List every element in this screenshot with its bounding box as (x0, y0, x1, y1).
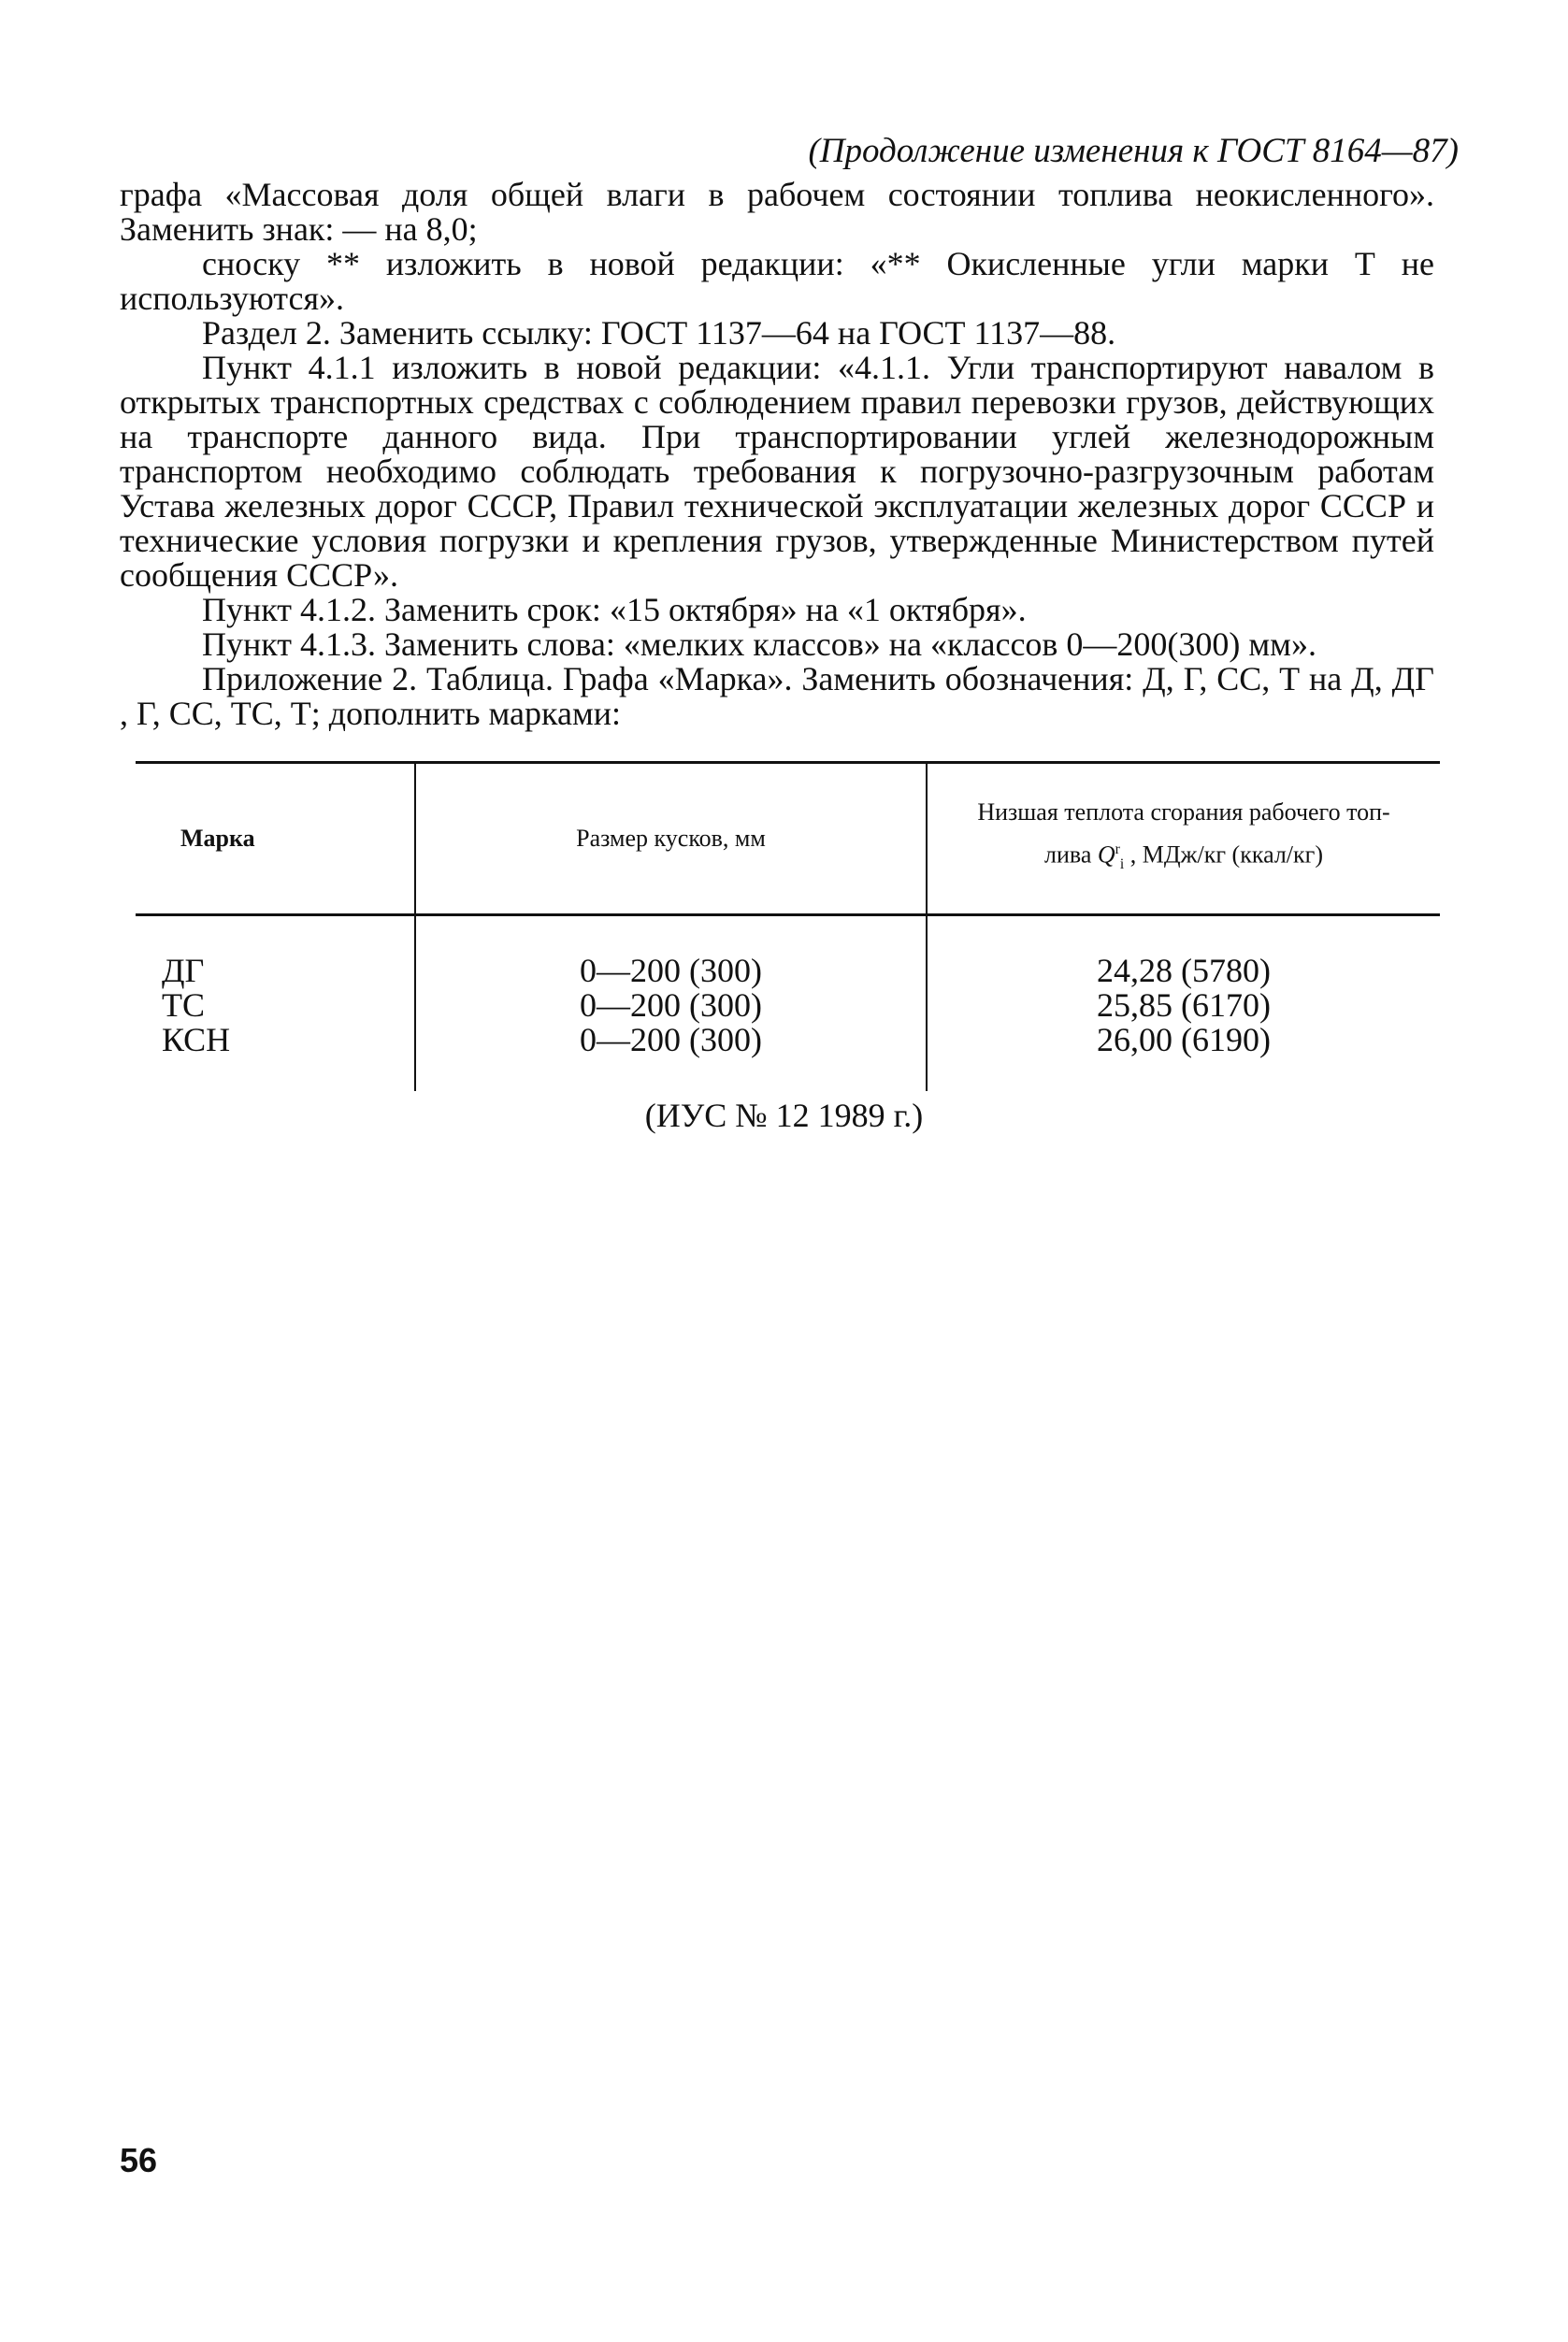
table-row (136, 1023, 1440, 1091)
paragraph: Раздел 2. Заменить ссылку: ГОСТ 1137—64 на ГОСТ 1137—88. (202, 314, 1116, 352)
cell-mark: КСН (162, 1021, 231, 1058)
cell-heat: 24,28 (5780) (927, 915, 1440, 989)
heat-header-line1: Низшая теплота сгорания рабочего топ- (977, 798, 1390, 826)
cell-heat: 25,85 (6170) (927, 988, 1440, 1023)
marks-table (136, 761, 1440, 1091)
heat-symbol: Q (1097, 841, 1115, 869)
table-row (136, 915, 1440, 989)
paragraph: Пункт 4.1.2. Заменить срок: «15 октября» на «1 октября». (202, 591, 1027, 628)
table-header-row (136, 763, 1440, 915)
heat-header-line2-post: , МДж/кг (ккал/кг) (1124, 841, 1323, 869)
paragraph: Пункт 4.1.1 изложить в новой редакции: «4.1.1. Угли транспортируют навалом в открытых транспортных средствах с соблюдением правил перевозки грузов, действующих на транспорте данного вида. При транспортировании углей железнодорожным транспортом необходимо соблюдать требования к погрузочно-разгрузочным работам Устава железных дорог СССР, Правил технической эксплуатации железных дорог СССР и технические условия погрузки и крепления грузов, утвержденные Министерством путей сообщения СССР». (120, 349, 1434, 594)
column-header-size: Размер кусков, мм (415, 763, 927, 915)
paragraph: Пункт 4.1.3. Заменить слова: «мелких классов» на «классов 0—200(300) мм». (202, 625, 1316, 663)
page-number: 56 (120, 2141, 158, 2179)
body-text (120, 178, 1434, 731)
column-header-mark: Марка (136, 763, 415, 915)
column-header-heat (927, 763, 1440, 915)
cell-size: 0—200 (300) (415, 915, 927, 989)
cell-size: 0—200 (300) (415, 988, 927, 1023)
page-header: (Продолжение изменения к ГОСТ 8164—87) (808, 132, 1459, 170)
paragraph: графа «Массовая доля общей влаги в рабочем состоянии топлива неокисленного». Заменить знак: — на 8,0; (120, 176, 1434, 248)
table-row (136, 988, 1440, 1023)
paragraph: сноску ** изложить в новой редакции: «** Окисленные угли марки Т не используются». (120, 245, 1434, 317)
cell-mark: ТС (162, 986, 206, 1024)
source-note: (ИУС № 12 1989 г.) (644, 1097, 924, 1134)
heat-symbol-sup: r (1115, 841, 1120, 858)
cell-size: 0—200 (300) (415, 1023, 927, 1091)
heat-header-line2-pre: лива (1044, 841, 1098, 869)
cell-mark: ДГ (162, 952, 205, 989)
paragraph: Приложение 2. Таблица. Графа «Марка». Заменить обозначения: Д, Г, СС, Т на Д, ДГ , Г, СС, ТС, Т; дополнить марками: (120, 660, 1434, 732)
cell-heat: 26,00 (6190) (927, 1023, 1440, 1091)
heat-symbol-sub: i (1119, 855, 1125, 872)
